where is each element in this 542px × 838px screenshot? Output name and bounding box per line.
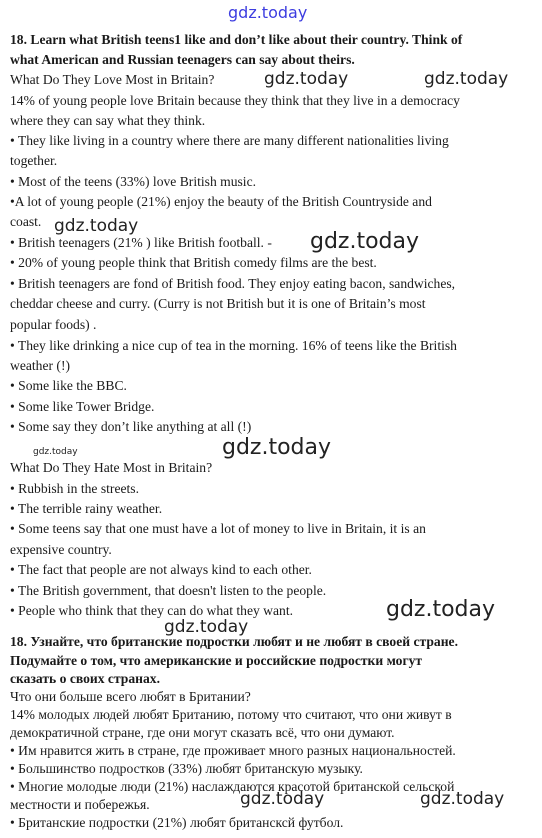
text-line: coast. bbox=[10, 214, 42, 229]
text-line: together. bbox=[10, 153, 58, 168]
watermark: gdz.today bbox=[420, 789, 505, 809]
watermark: gdz.today bbox=[222, 435, 332, 460]
watermark: gdz.today bbox=[264, 69, 349, 89]
exercise-heading-ru: Подумайте о том, что американские и российские подростки могут bbox=[10, 653, 423, 668]
text-line: expensive country. bbox=[10, 542, 112, 557]
text-line: • Most of the teens (33%) love British music. bbox=[10, 174, 257, 189]
text-line: • People who think that they can do what they want. bbox=[10, 603, 293, 618]
text-line: cheddar cheese and curry. (Curry is not British but it is one of Britain’s most bbox=[10, 296, 426, 311]
text-line: 14% of young people love Britain because they think that they live in a democracy bbox=[10, 93, 460, 108]
watermark: gdz.today bbox=[310, 229, 420, 254]
exercise-heading: what American and Russian teenagers can say about theirs. bbox=[10, 52, 355, 67]
text-line: • The British government, that doesn't listen to the people. bbox=[10, 583, 327, 598]
watermark: gdz.today bbox=[33, 447, 78, 457]
text-line: • The fact that people are not always kind to each other. bbox=[10, 562, 312, 577]
watermark: gdz.today bbox=[240, 789, 325, 809]
text-line-ru: Что они больше всего любят в Британии? bbox=[10, 689, 251, 704]
watermark: gdz.today bbox=[386, 597, 496, 622]
text-line: • Some like Tower Bridge. bbox=[10, 399, 155, 414]
text-line: • They like living in a country where there are many different nationalities living bbox=[10, 133, 449, 148]
exercise-heading-ru: 18. Узнайте, что британские подростки любят и не любят в своей стране. bbox=[10, 634, 458, 649]
text-line: • Some like the BBC. bbox=[10, 378, 127, 393]
text-line-ru: • Им нравится жить в стране, где проживает много разных национальностей. bbox=[10, 743, 456, 758]
text-line: • 20% of young people think that British comedy films are the best. bbox=[10, 255, 377, 270]
text-line: • Some teens say that one must have a lot of money to live in Britain, it is an bbox=[10, 521, 426, 536]
text-line: • Some say they don’t like anything at all (!) bbox=[10, 419, 252, 434]
text-line-ru: • Многие молодые люди (21%) наслаждаются красотой британской сельской bbox=[10, 779, 455, 794]
text-line: • Rubbish in the streets. bbox=[10, 481, 139, 496]
text-line: •A lot of young people (21%) enjoy the beauty of the British Countryside and bbox=[10, 194, 432, 209]
text-line: weather (!) bbox=[10, 358, 70, 373]
text-line-ru: 14% молодых людей любят Британию, потому что считают, что они живут в bbox=[10, 707, 452, 722]
text-line-ru: • Большинство подростков (33%) любят британскую музыку. bbox=[10, 761, 363, 776]
text-line-ru: демократичной стране, где они могут сказать всё, что они думают. bbox=[10, 725, 395, 740]
love-section-title: What Do They Love Most in Britain? bbox=[10, 72, 215, 87]
hate-section-title: What Do They Hate Most in Britain? bbox=[10, 460, 213, 475]
text-line: where they can say what they think. bbox=[10, 113, 206, 128]
text-line-ru: • Британские подростки (21%) любят британсксй футбол. bbox=[10, 815, 344, 830]
text-line: • British teenagers are fond of British food. They enjoy eating bacon, sandwiches, bbox=[10, 276, 456, 291]
text-line: • British teenagers (21% ) like British football. - bbox=[10, 235, 272, 250]
text-line: popular foods) . bbox=[10, 317, 97, 332]
watermark-top: gdz.today bbox=[228, 3, 308, 22]
exercise-heading: 18. Learn what British teens1 like and don’t like about their country. Think of bbox=[10, 32, 463, 47]
text-line-ru: местности и побережья. bbox=[10, 797, 150, 812]
watermark: gdz.today bbox=[164, 617, 249, 637]
watermark: gdz.today bbox=[424, 69, 509, 89]
text-line: • They like drinking a nice cup of tea in the morning. 16% of teens like the British bbox=[10, 338, 457, 353]
text-line: • The terrible rainy weather. bbox=[10, 501, 163, 516]
watermark: gdz.today bbox=[54, 216, 139, 236]
exercise-heading-ru: сказать о своих странах. bbox=[10, 671, 160, 686]
